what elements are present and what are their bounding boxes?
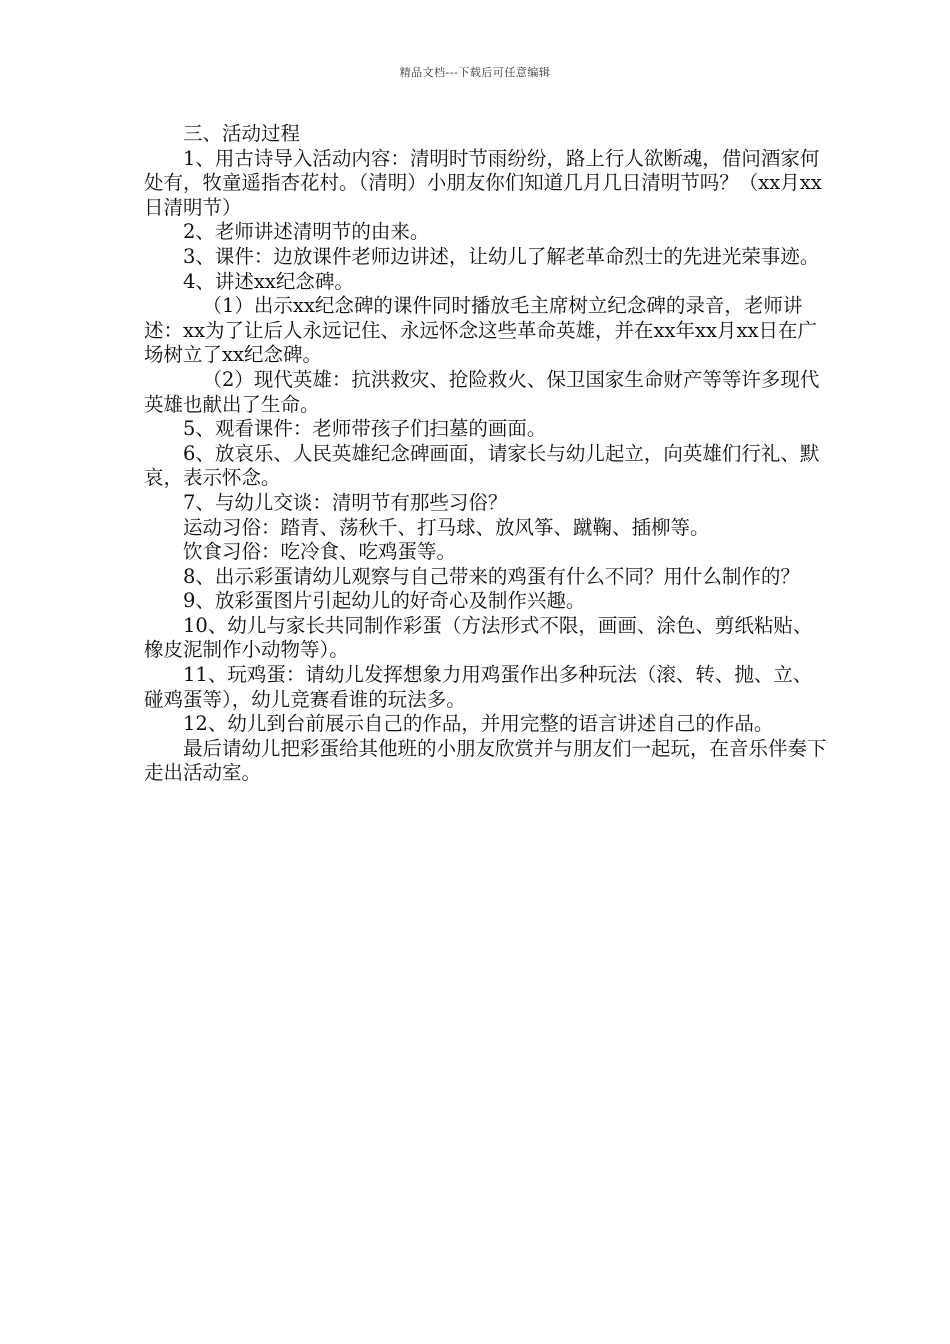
paragraph-step-6: 6、放哀乐、人民英雄纪念碑画面，请家长与幼儿起立，向英雄们行礼、默哀，表示怀念。 <box>144 441 820 490</box>
paragraph-step-5: 5、观看课件：老师带孩子们扫墓的画面。 <box>183 417 547 441</box>
paragraph-closing: 最后请幼儿把彩蛋给其他班的小朋友欣赏并与朋友们一起玩，在音乐伴奏下走出活动室。 <box>144 736 827 785</box>
paragraph-step-2: 2、老师讲述清明节的由来。 <box>183 220 430 244</box>
paragraph-sports-customs: 运动习俗：踏青、荡秋千、打马球、放风筝、蹴鞠、插柳等。 <box>183 515 710 539</box>
paragraph-step-12: 12、幼儿到台前展示自己的作品，并用完整的语言讲述自己的作品。 <box>183 712 774 736</box>
section-heading: 三、活动过程 <box>183 122 301 145</box>
document-body <box>144 122 830 786</box>
paragraph-step-4: 4、讲述xx纪念碑。 <box>183 269 354 293</box>
paragraph-step-11: 11、玩鸡蛋：请幼儿发挥想象力用鸡蛋作出多种玩法（滚、转、抛、立、碰鸡蛋等），幼儿竞赛看谁的玩法多。 <box>144 663 813 711</box>
paragraph-step-9: 9、放彩蛋图片引起幼儿的好奇心及制作兴趣。 <box>183 589 586 613</box>
page-header: 精品文档---下载后可任意编辑 <box>399 66 551 79</box>
paragraph-food-customs: 饮食习俗：吃冷食、吃鸡蛋等。 <box>183 540 457 564</box>
paragraph-step-3: 3、课件：边放课件老师边讲述，让幼儿了解老革命烈士的先进光荣事迹。 <box>183 244 820 268</box>
paragraph-step-1: 1、用古诗导入活动内容：清明时节雨纷纷，路上行人欲断魂，借问酒家何处有，牧童遥指杏花村。（清明）小朋友你们知道几月几日清明节吗？（xx月xx日清明节） <box>144 146 822 219</box>
paragraph-step-10: 10、幼儿与家长共同制作彩蛋（方法形式不限，画画、涂色、剪纸粘贴、橡皮泥制作小动物等）。 <box>144 613 813 662</box>
paragraph-step-4-sub-1: （1）出示xx纪念碑的课件同时播放毛主席树立纪念碑的录音，老师讲述：xx为了让后人永远记住、永远怀念这些革命英雄，并在xx年xx月xx日在广场树立了xx纪念碑。 <box>144 294 817 367</box>
paragraph-step-7: 7、与幼儿交谈：清明节有那些习俗？ <box>183 490 508 514</box>
paragraph-step-8: 8、出示彩蛋请幼儿观察与自己带来的鸡蛋有什么不同？用什么制作的？ <box>183 564 800 588</box>
paragraph-step-4-sub-2: （2）现代英雄：抗洪救灾、抢险救火、保卫国家生命财产等等许多现代英雄也献出了生命。 <box>144 367 820 416</box>
